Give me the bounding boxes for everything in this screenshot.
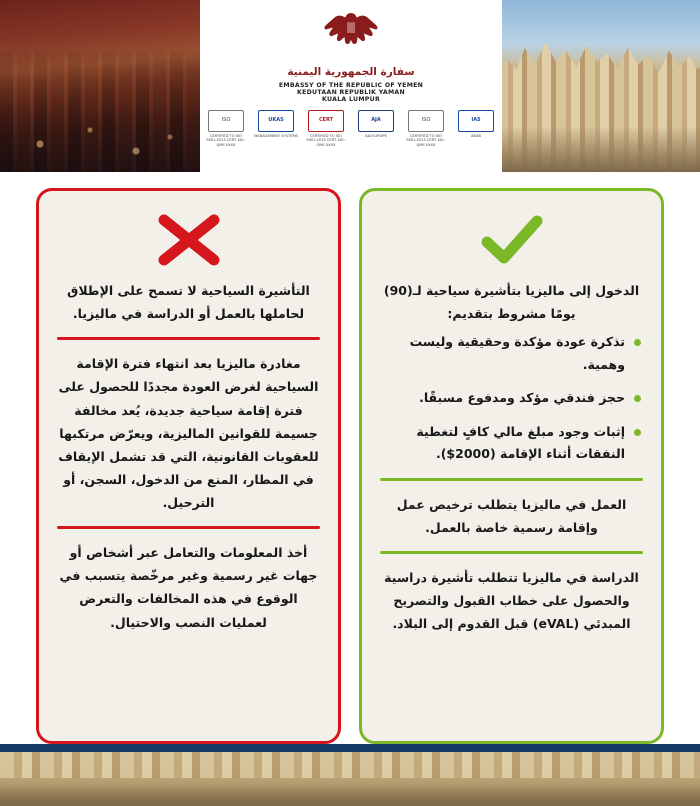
certification-badge: [454, 110, 498, 138]
info-cards-container: [0, 172, 700, 744]
certification-badge: [204, 110, 248, 147]
page-header: [0, 0, 700, 172]
embassy-english-title: EMBASSY OF THE REPUBLIC OF YEMEN: [278, 81, 424, 89]
list-item: تذكرة عودة مؤكدة وحقيقية وليست وهمية.: [380, 331, 643, 376]
allowed-requirements-list: [380, 331, 643, 466]
cert-badge-caption: ANAB: [470, 133, 482, 138]
allowed-intro: الدخول إلى ماليزيا بتأشيرة سياحية لـ(90) يومًا مشروط بتقديم:: [383, 283, 640, 322]
embassy-identity-block: [200, 0, 502, 172]
footer-color-band: [0, 744, 700, 752]
certification-badge: [254, 110, 298, 138]
allowed-paragraph-study: الدراسة في ماليزيا تتطلب تأشيرة دراسية والحصول على خطاب القبول والتصريح المبدئي (eVAL) قبل القدوم إلى البلاد.: [384, 570, 639, 632]
list-item: حجز فندقي مؤكد ومدفوع مسبقًا.: [380, 387, 643, 410]
shibam-hadramout-photo: [502, 0, 700, 172]
card-divider: [57, 526, 320, 529]
card-divider: [380, 478, 643, 481]
red-cross-mark-icon: [57, 207, 320, 273]
allowed-paragraph-work: العمل في ماليزيا يتطلب ترخيص عمل وإقامة رسمية خاصة بالعمل.: [396, 496, 627, 535]
embassy-arabic-title: سفارة الجمهورية اليمنية: [287, 66, 415, 78]
cert-badge-caption: CERTIFIED TO ISO 9001:2015 CERT. NO.: QMS 0XXX: [406, 133, 446, 147]
card-divider: [57, 337, 320, 340]
certification-badge: [304, 110, 348, 147]
prohibited-paragraph-1: التأشيرة السياحية لا تسمح على الإطلاق لحاملها بالعمل أو الدراسة في ماليزيا.: [67, 283, 310, 322]
cert-badge-mark: AJA: [358, 110, 394, 132]
certification-badge: [354, 110, 398, 138]
embassy-city: KUALA LUMPUR: [321, 95, 381, 103]
card-divider: [380, 551, 643, 554]
cert-badge-mark: ISO: [408, 110, 444, 132]
cert-badge-mark: ISO: [208, 110, 244, 132]
yemen-architecture-footer-photo: [0, 752, 700, 806]
cert-badge-caption: CERTIFIED TO ISO 9001:2015 CERT. NO.: QMS 0XXX: [306, 133, 346, 147]
prohibited-paragraph-3: أخذ المعلومات والتعامل عبر أشخاص أو جهات غير رسمية وغير مرخّصة يتسبب في الوقوع في هذه المخالفات والتعرض لعمليات النصب والاحتيال.: [59, 545, 318, 630]
cert-badge-mark: UKAS: [258, 110, 294, 132]
sanaa-old-city-photo: [0, 0, 200, 172]
embassy-malay-title: KEDUTAAN REPUBLIK YAMAN: [297, 88, 405, 96]
cert-badge-caption: AJA EUROPE: [365, 133, 387, 138]
certification-badge: [404, 110, 448, 147]
cert-badge-caption: MANAGEMENT SYSTEMS: [254, 133, 298, 138]
prohibited-paragraph-2: مغادرة ماليزيا بعد انتهاء فترة الإقامة السياحية لغرض العودة مجددًا للحصول على فترة إقامة سياحية جديدة، يُعد مخالفة جسيمة للقوانين الماليزية، ويعرّض مرتكبها للعقوبات القانونية، التي قد تشمل الإيقاف في المطار، المنع من الدخول، السجن، أو الترحيل.: [58, 356, 319, 510]
green-check-mark-icon: [380, 207, 643, 273]
page-footer: [0, 744, 700, 806]
allowed-card: [359, 188, 664, 744]
list-item: إثبات وجود مبلغ مالي كافٍ لتغطية النفقات أثناء الإقامة (2000$).: [380, 421, 643, 466]
cert-badge-caption: CERTIFIED TO ISO 9001:2015 CERT. NO.: QMS 0XXX: [206, 133, 246, 147]
yemen-national-emblem-icon: [318, 8, 384, 70]
certification-logos: [204, 110, 498, 147]
prohibited-card: [36, 188, 341, 744]
cert-badge-mark: IAS: [458, 110, 494, 132]
cert-badge-mark: CERT: [308, 110, 344, 132]
